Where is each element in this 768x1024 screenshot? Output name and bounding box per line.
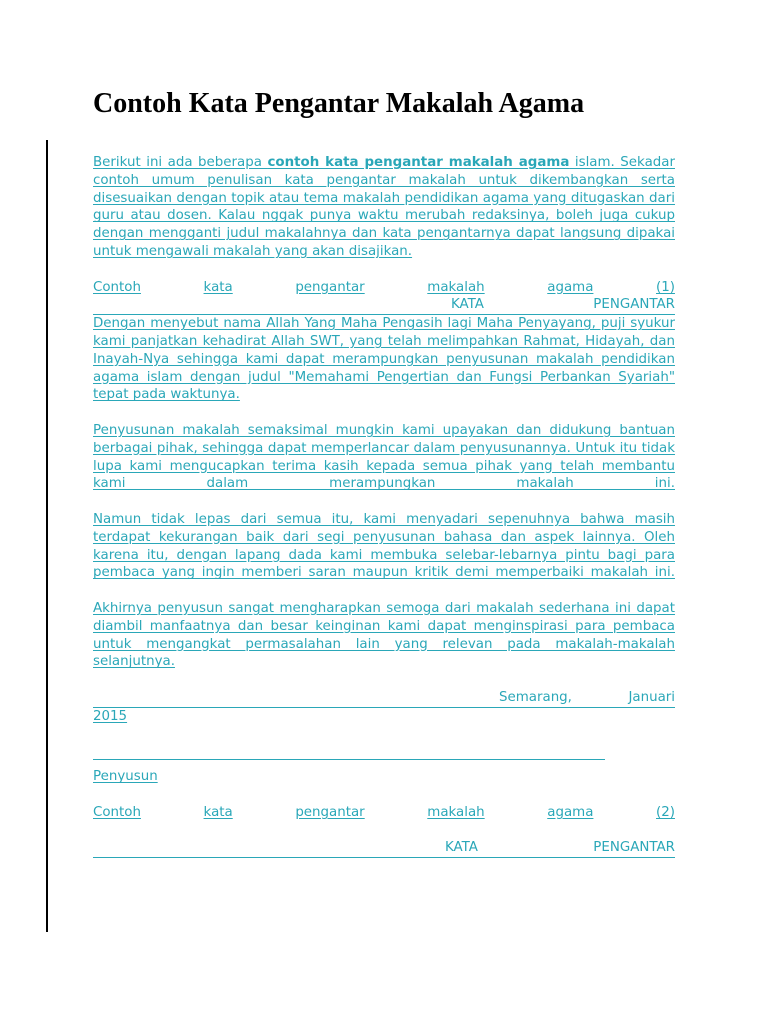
article-body [93, 154, 675, 858]
example2-subtitle-word: KATA [445, 840, 478, 856]
example2-subtitle-word: PENGANTAR [593, 840, 675, 856]
example1-heading-word: (1) [656, 279, 675, 295]
signature-line [93, 743, 605, 760]
place-word: Semarang, [499, 689, 572, 705]
example1-paragraph-2[interactable]: Penyusunan makalah semaksimal mungkin kami upayakan dan didukung bantuan berbagai pihak, sehingga dapat memperlancar dalam penyusunannya. Untuk itu tidak lupa kami mengucapkan terima kasih kepada semua pihak yang telah membantu kami dalam merampungkan makalah ini. [93, 422, 675, 492]
blank-line [93, 822, 675, 840]
example1-heading-word: makalah [427, 279, 485, 295]
example1-heading-word: Contoh [93, 279, 141, 295]
example1-heading-word: kata [203, 279, 233, 295]
example1-heading-word: pengantar [295, 279, 365, 295]
page-title: Contoh Kata Pengantar Makalah Agama [93, 88, 585, 119]
example1-subtitle-word: KATA [451, 297, 484, 313]
example1-signer[interactable]: Penyusun [93, 769, 158, 785]
blank-line [93, 726, 675, 744]
left-border-bar [46, 140, 48, 932]
blank-gap [93, 760, 675, 768]
example1-heading-word: agama [547, 279, 594, 295]
example1-paragraph-4[interactable]: Akhirnya penyusun sangat mengharapkan semoga dari makalah sederhana ini dapat diambil manfaatnya dan besar keinginan kami dapat menginspirasi para pembaca untuk mengangkat permasalahan lain yang relevan pada makalah-makalah selanjutnya. [93, 600, 675, 670]
month-word: Januari [628, 689, 675, 705]
example1-section [93, 279, 675, 804]
example2-section [93, 804, 675, 858]
example2-heading-word: agama [547, 804, 594, 820]
intro-bold-link[interactable]: contoh kata pengantar makalah agama [267, 155, 570, 170]
example1-place-date[interactable] [93, 689, 675, 708]
example2-subtitle[interactable] [93, 839, 675, 858]
intro-rest-text: islam. Sekadar contoh umum penulisan kata pengantar makalah untuk dikembangkan serta disesuaikan dengan topik atau tema makalah pendidikan agama yang ditugaskan dari guru atau dosen. Kalau nggak punya waktu merubah redaksinya, boleh juga cukup dengan mengganti judul makalahnya dan kata pengantarnya dapat langsung dipakai untuk mengawali makalah yang akan disajikan. [93, 155, 675, 259]
example2-heading[interactable] [93, 804, 675, 822]
example1-paragraph-1[interactable]: Dengan menyebut nama Allah Yang Maha Pengasih lagi Maha Penyayang, puji syukur kami panjatkan kehadirat Allah SWT, yang telah melimpahkan Rahmat, Hidayah, dan Inayah-Nya sehingga kami dapat merampungkan penyusunan makalah pendidikan agama islam dengan judul "Memahami Pengertian dan Fungsi Perbankan Syariah" tepat pada waktunya. [93, 316, 675, 403]
example1-heading[interactable] [93, 279, 675, 297]
example2-heading-word: Contoh [93, 804, 141, 820]
example2-heading-word: (2) [656, 804, 675, 820]
intro-lead-text: Berikut ini ada beberapa [93, 155, 268, 170]
example1-year[interactable]: 2015 [93, 708, 128, 724]
intro-paragraph[interactable] [93, 154, 675, 261]
example1-subtitle-word: PENGANTAR [593, 297, 675, 313]
example1-paragraph-3[interactable]: Namun tidak lepas dari semua itu, kami menyadari sepenuhnya bahwa masih terdapat kekurangan baik dari segi penyusunan bahasa dan aspek lainnya. Oleh karena itu, dengan lapang dada kami membuka selebar-lebarnya pintu bagi para pembaca yang ingin memberi saran maupun kritik demi memperbaiki makalah ini. [93, 511, 675, 581]
blank-line [93, 786, 675, 804]
example1-subtitle[interactable] [93, 296, 675, 315]
example2-heading-word: makalah [427, 804, 485, 820]
example2-heading-word: pengantar [295, 804, 365, 820]
example2-heading-word: kata [203, 804, 233, 820]
